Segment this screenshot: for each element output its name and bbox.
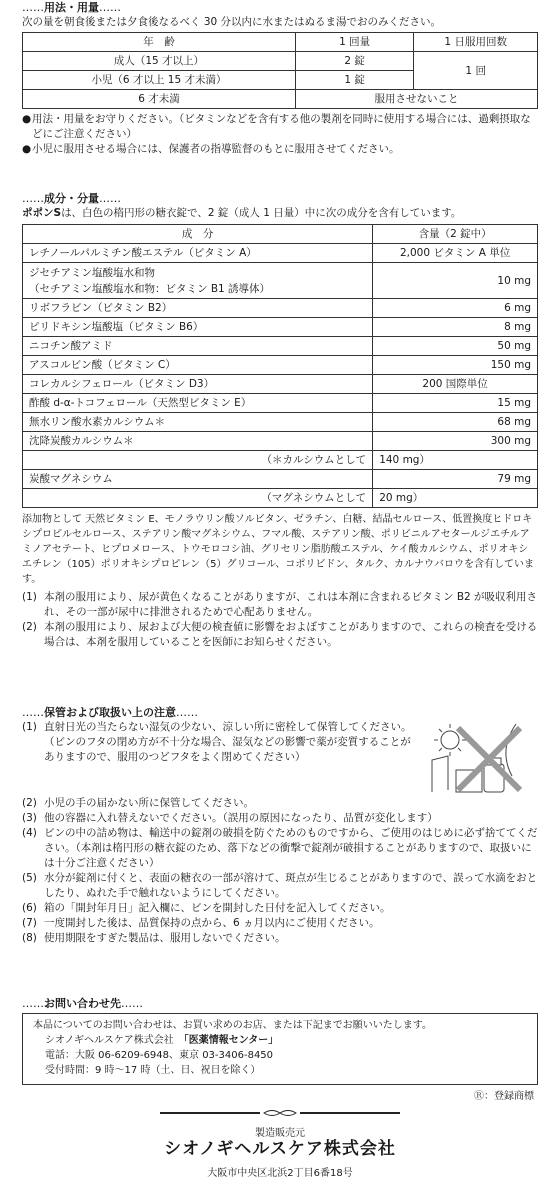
ingredients-section [22,191,538,650]
ingredient-row: ピリドキシン塩酸塩（ビタミン B6） 8 mg [23,318,538,337]
storage-item: (4) ビンの中の詰め物は、輸送中の錠剤の破損を防ぐためのものですから、ご使用のはじめに必ず捨ててください。（本剤は楕円形の糖衣錠のため、落下などの衝撃で錠剤が破損することがありますので、取扱いには十分ご注意ください） [22,827,538,869]
calcium-note-row: （＊カルシウムとして 140 mg） [23,451,538,470]
usage-intro: 次の量を朝食後または夕食後なるべく 30 分以内に水またはぬるま湯でおのみください。 [22,16,442,28]
additives-text: 添加物として 天然ビタミン E、モノラウリン酸ソルビタン、ゼラチン、白糖、結晶セルロース、低置換度ヒドロキシプロピルセルロース、ステアリン酸マグネシウム、フマル酸、ステアリン酸、ポリビニルアセタールジエチルアミノアセテート、ヒプロメロース、トウモロコシ油、グリセリン脂肪酸エステル、ケイ酸カルシウム、ポリオキシエチレン（105）ポリオキシプロピレン（5）グリコール、コポリビドン、タルク、カルナウバロウを含有しています。 [22,514,534,585]
header-ingredient: 成 分 [23,225,373,244]
magnesium-note-row: （マグネシウムとして 20 mg） [23,489,538,508]
storage-item: (3) 他の容器に入れ替えないでください。（誤用の原因になったり、品質が変化します） [22,812,438,824]
ingredient-row: ジセチアミン塩酸塩水和物 （セチアミン塩酸塩水和物：ビタミン B1 誘導体） 10 mg [23,263,538,299]
no-sunlight-bottle-icon [428,720,538,796]
storage-item: (6) 箱の「開封年月日」記入欄に、ビンを開封した日付を記入してください。 [22,902,391,914]
ingredient-row: 酢酸 d-α-トコフェロール（天然型ビタミン E） 15 mg [23,394,538,413]
storage-item: (2) 小児の手の届かない所に保管してください。 [22,797,254,809]
contact-company: シオノギヘルスケア株式会社 「医薬情報センター」 [45,1035,279,1046]
contact-phone: 電話：大阪 06-6209-6948、東京 03-3406-8450 [45,1050,274,1061]
dose-child: 1 錠 [295,71,413,90]
contact-title: ……お問い合わせ先…… [22,997,143,1010]
header-age: 年 齢 [23,33,296,52]
footer [0,1108,560,1188]
ingredient-row: 炭酸マグネシウム 79 mg [23,470,538,489]
manufacturer-address: 大阪市中央区北浜2丁目6番18号 [207,1168,353,1179]
header-amount: 含量（2 錠中） [373,225,538,244]
storage-illustration [428,720,538,796]
ingredient-note: (1) 本剤の服用により、尿が黄色くなることがありますが、これは本剤に含まれるビタミン B2 が吸収利用され、その一部が尿中に排泄されるためで心配ありません。 [22,591,538,618]
usage-note: ● 小児に服用させる場合には、保護者の指導監督のもとに服用させてください。 [22,143,400,155]
trademark-note: Ⓡ：登録商標 [474,1091,534,1102]
ingredient-row: レチノールパルミチン酸エステル（ビタミン A） 2,000 ビタミン A 単位 [23,244,538,263]
ingredient-row: 無水リン酸水素カルシウム＊ 68 mg [23,413,538,432]
age-child: 小児（6 才以上 15 才未満） [23,71,296,90]
ingredient-row: 沈降炭酸カルシウム＊ 300 mg [23,432,538,451]
storage-item: (5) 水分が錠剤に付くと、表面の糖衣の一部が溶けて、斑点が生じることがありますので、誤って水滴をおとしたり、ぬれた手で触れないようにしてください。 [22,872,538,899]
contact-box [22,1013,538,1085]
storage-item: (8) 使用期限をすぎた製品は、服用しないでください。 [22,932,286,944]
manufacturer-name: シオノギヘルスケア株式会社 [164,1139,396,1159]
usage-title: ……用法・用量…… [22,1,121,14]
ingredient-row: アスコルビン酸（ビタミン C） 150 mg [23,356,538,375]
ingredients-intro: ポポンSは、白色の楕円形の糖衣錠で、2 錠（成人 1 日量）中に次の成分を含有しています。 [22,207,462,219]
age-adult: 成人（15 才以上） [23,52,296,71]
ingredient-note: (2) 本剤の服用により、尿および大便の検査値に影響をおよぼすことがありますので、これらの検査を受ける場合は、本剤を服用していることを医師にお知らせください。 [22,621,538,648]
manufacturer-label: 製造販売元 [255,1128,305,1139]
ingredient-row: コレカルシフェロール（ビタミン D3） 200 国際単位 [23,375,538,394]
storage-item: (7) 一度開封した後は、品質保持の点から、6 ヵ月以内にご使用ください。 [22,917,380,929]
ingredient-row: ニコチン酸アミド 50 mg [23,337,538,356]
age-under6: 6 才未満 [23,90,296,109]
ingredients-table [22,224,538,508]
contact-intro: 本品についてのお問い合わせは、お買い求めのお店、または下記までお願いいたします。 [33,1020,432,1031]
contact-section [22,996,538,1104]
usage-section [22,0,538,157]
ingredient-row: リボフラビン（ビタミン B2） 6 mg [23,299,538,318]
storage-title: ……保管および取扱い上の注意…… [22,706,198,719]
usage-table [22,32,538,109]
header-times: 1 日服用回数 [414,33,538,52]
contact-hours: 受付時間：9 時～17 時（土、日、祝日を除く） [45,1065,261,1076]
ingredients-title: ……成分・分量…… [22,192,121,205]
dose-adult: 2 錠 [295,52,413,71]
storage-item: (1) 直射日光の当たらない湿気の少ない、涼しい所に密栓して保管してください。（ビンのフタの閉め方が不十分な場合、湿気などの影響で薬が変質することがありますので、服用のつどフタをよく閉めてください） [22,721,412,763]
usage-note: ● 用法・用量をお守りください。（ビタミンなどを含有する他の製剤を同時に使用する場合には、過剰摂取などにご注意ください） [22,113,531,140]
under6-note: 服用させないこと [295,90,537,109]
times-value: 1 回 [414,52,538,90]
header-dose: 1 回量 [295,33,413,52]
ornament-divider [160,1108,400,1118]
storage-section [22,705,538,946]
